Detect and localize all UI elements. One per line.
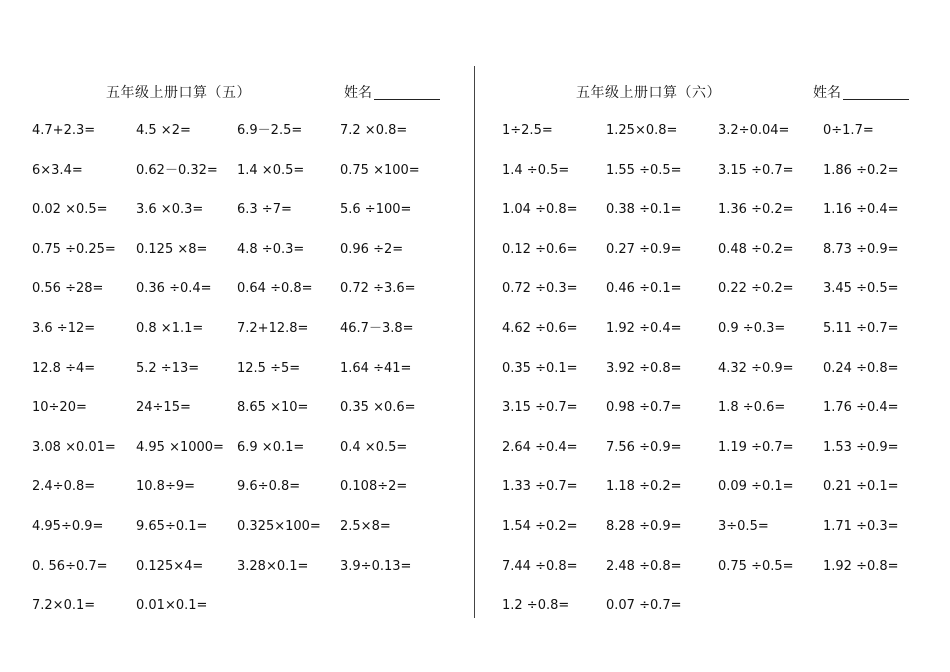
right-problem: 1.2 ÷0.8=	[502, 598, 570, 613]
left-problem: 1.64 ÷41=	[340, 361, 412, 376]
right-problem: 1.71 ÷0.3=	[823, 519, 899, 534]
right-problem: 7.56 ÷0.9=	[606, 440, 682, 455]
right-problem: 0.24 ÷0.8=	[823, 361, 899, 376]
right-problem: 1.36 ÷0.2=	[718, 202, 794, 217]
left-problem: 0.108÷2=	[340, 479, 408, 494]
left-problem: 46.7－3.8=	[340, 321, 414, 336]
right-problem: 3.15 ÷0.7=	[718, 163, 794, 178]
right-problem: 1.54 ÷0.2=	[502, 519, 578, 534]
left-problem: 0.4 ×0.5=	[340, 440, 408, 455]
right-problem: 1.53 ÷0.9=	[823, 440, 899, 455]
right-problem: 0.9 ÷0.3=	[718, 321, 786, 336]
left-problem: 2.4÷0.8=	[32, 479, 96, 494]
left-problem: 3.9÷0.13=	[340, 559, 412, 574]
left-problem: 0.62－0.32=	[136, 163, 218, 178]
left-problem: 6×3.4=	[32, 163, 83, 178]
left-problem: 0.02 ×0.5=	[32, 202, 108, 217]
left-problem: 0.96 ÷2=	[340, 242, 404, 257]
left-problem: 0.56 ÷28=	[32, 281, 104, 296]
right-problem: 3.2÷0.04=	[718, 123, 790, 138]
right-problem: 1.92 ÷0.8=	[823, 559, 899, 574]
left-problem: 10.8÷9=	[136, 479, 196, 494]
left-problem: 3.6 ×0.3=	[136, 202, 204, 217]
right-problem: 1.4 ÷0.5=	[502, 163, 570, 178]
right-problem: 4.62 ÷0.6=	[502, 321, 578, 336]
left-problem: 3.28×0.1=	[237, 559, 309, 574]
left-problem: 0.35 ×0.6=	[340, 400, 416, 415]
right-worksheet	[475, 0, 950, 672]
left-problem: 4.95÷0.9=	[32, 519, 104, 534]
left-problem: 3.6 ÷12=	[32, 321, 96, 336]
right-problem: 3.15 ÷0.7=	[502, 400, 578, 415]
left-problem: 3.08 ×0.01=	[32, 440, 116, 455]
left-problem: 4.8 ÷0.3=	[237, 242, 305, 257]
right-problem: 1÷2.5=	[502, 123, 553, 138]
left-problem: 0.75 ×100=	[340, 163, 420, 178]
left-problem: 0.75 ÷0.25=	[32, 242, 116, 257]
right-problem: 1.25×0.8=	[606, 123, 678, 138]
right-name-blank[interactable]	[843, 85, 909, 100]
right-problem: 2.48 ÷0.8=	[606, 559, 682, 574]
right-problem: 0.21 ÷0.1=	[823, 479, 899, 494]
left-problem: 0.72 ÷3.6=	[340, 281, 416, 296]
left-name-label: 姓名	[344, 85, 372, 101]
left-problem: 0.325×100=	[237, 519, 321, 534]
right-problem: 0.22 ÷0.2=	[718, 281, 794, 296]
left-title: 五年级上册口算（五）	[106, 85, 251, 101]
left-problem: 0.8 ×1.1=	[136, 321, 204, 336]
left-problem: 9.65÷0.1=	[136, 519, 208, 534]
left-problem: 5.2 ÷13=	[136, 361, 200, 376]
right-problem: 1.18 ÷0.2=	[606, 479, 682, 494]
left-problem: 4.5 ×2=	[136, 123, 191, 138]
right-problem: 1.33 ÷0.7=	[502, 479, 578, 494]
right-problem: 0÷1.7=	[823, 123, 874, 138]
left-problem: 10÷20=	[32, 400, 87, 415]
right-problem: 1.8 ÷0.6=	[718, 400, 786, 415]
right-problem: 3.92 ÷0.8=	[606, 361, 682, 376]
left-problem: 12.8 ÷4=	[32, 361, 96, 376]
right-problem: 1.92 ÷0.4=	[606, 321, 682, 336]
right-problem: 0.48 ÷0.2=	[718, 242, 794, 257]
left-problem: 6.3 ÷7=	[237, 202, 292, 217]
right-problem: 0.98 ÷0.7=	[606, 400, 682, 415]
right-name-field[interactable]	[813, 82, 909, 102]
left-problem: 7.2 ×0.8=	[340, 123, 408, 138]
right-problem: 7.44 ÷0.8=	[502, 559, 578, 574]
right-problem: 8.28 ÷0.9=	[606, 519, 682, 534]
left-problem: 0.125×4=	[136, 559, 204, 574]
right-problem: 3÷0.5=	[718, 519, 769, 534]
left-problem: 4.95 ×1000=	[136, 440, 224, 455]
left-problem: 8.65 ×10=	[237, 400, 309, 415]
right-problem: 1.16 ÷0.4=	[823, 202, 899, 217]
right-problem: 1.55 ÷0.5=	[606, 163, 682, 178]
right-problem: 2.64 ÷0.4=	[502, 440, 578, 455]
left-problem: 6.9 ×0.1=	[237, 440, 305, 455]
right-title: 五年级上册口算（六）	[576, 85, 721, 101]
right-problem: 0.07 ÷0.7=	[606, 598, 682, 613]
right-problem: 0.72 ÷0.3=	[502, 281, 578, 296]
right-problem: 1.04 ÷0.8=	[502, 202, 578, 217]
left-problem: 1.4 ×0.5=	[237, 163, 305, 178]
left-problem: 0.01×0.1=	[136, 598, 208, 613]
left-problem: 12.5 ÷5=	[237, 361, 301, 376]
left-problem: 9.6÷0.8=	[237, 479, 301, 494]
left-problem: 4.7+2.3=	[32, 123, 96, 138]
right-problem: 0.75 ÷0.5=	[718, 559, 794, 574]
left-problem: 0.36 ÷0.4=	[136, 281, 212, 296]
left-problem: 0.64 ÷0.8=	[237, 281, 313, 296]
left-problem: 2.5×8=	[340, 519, 391, 534]
left-problem: 0.125 ×8=	[136, 242, 208, 257]
right-problem: 1.76 ÷0.4=	[823, 400, 899, 415]
right-problem: 1.86 ÷0.2=	[823, 163, 899, 178]
right-name-label: 姓名	[813, 85, 841, 101]
right-problem: 0.09 ÷0.1=	[718, 479, 794, 494]
left-problem: 0. 56÷0.7=	[32, 559, 108, 574]
left-name-blank[interactable]	[374, 85, 440, 100]
right-problem: 3.45 ÷0.5=	[823, 281, 899, 296]
left-problem: 24÷15=	[136, 400, 191, 415]
left-problem: 7.2×0.1=	[32, 598, 96, 613]
right-problem: 1.19 ÷0.7=	[718, 440, 794, 455]
right-problem: 0.35 ÷0.1=	[502, 361, 578, 376]
left-problem: 5.6 ÷100=	[340, 202, 412, 217]
right-problem: 0.12 ÷0.6=	[502, 242, 578, 257]
right-problem: 0.46 ÷0.1=	[606, 281, 682, 296]
right-problem: 5.11 ÷0.7=	[823, 321, 899, 336]
right-problem: 0.38 ÷0.1=	[606, 202, 682, 217]
right-problem: 0.27 ÷0.9=	[606, 242, 682, 257]
right-problem: 8.73 ÷0.9=	[823, 242, 899, 257]
right-problem: 4.32 ÷0.9=	[718, 361, 794, 376]
left-name-field[interactable]	[344, 82, 440, 102]
left-problem: 7.2+12.8=	[237, 321, 309, 336]
left-problem: 6.9－2.5=	[237, 123, 303, 138]
